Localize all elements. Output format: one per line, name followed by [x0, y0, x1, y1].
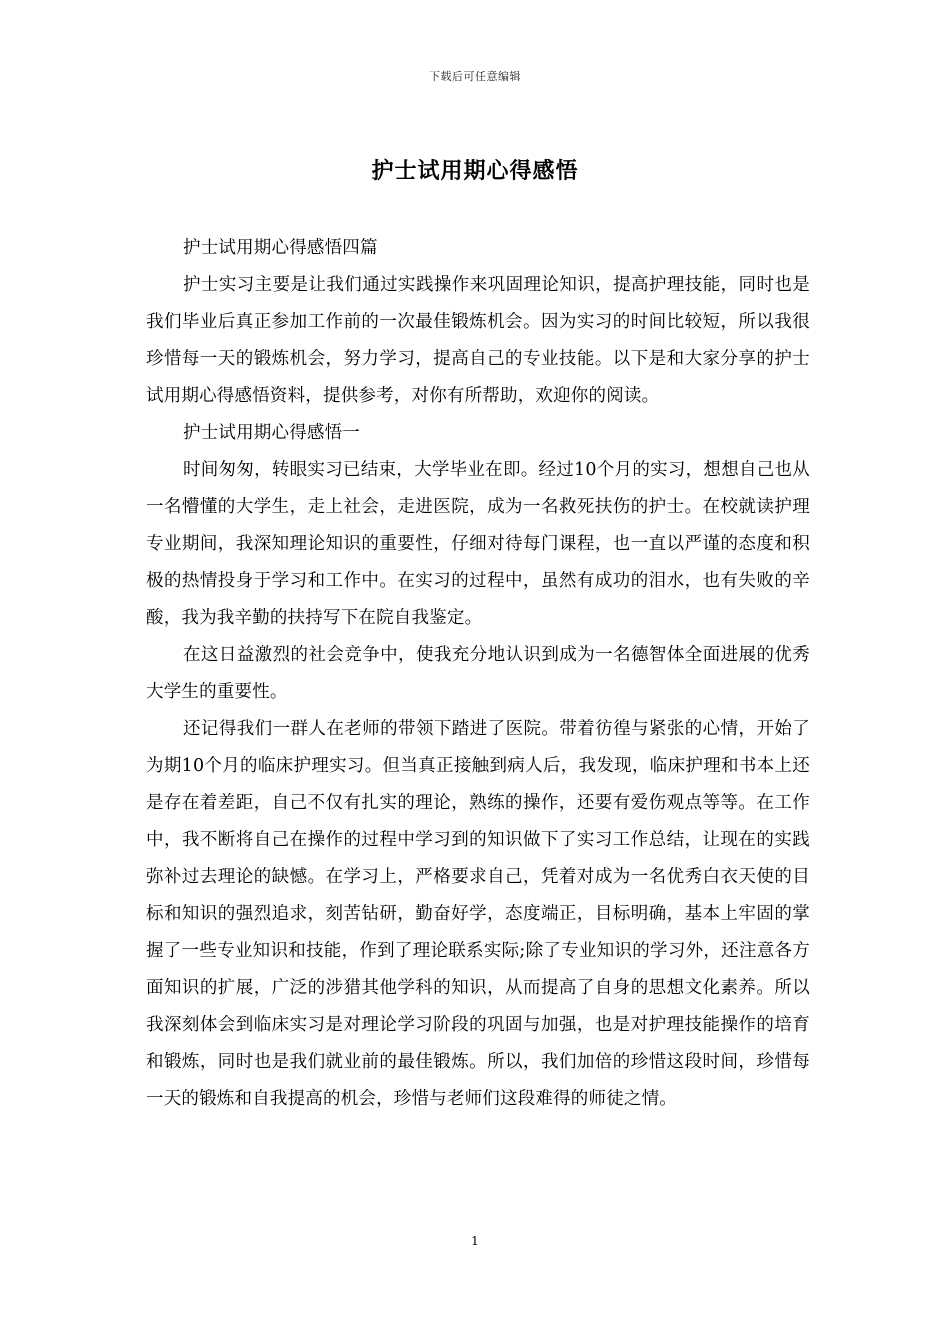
header-note: 下载后可任意编辑: [429, 70, 521, 83]
document-body: [146, 230, 810, 1118]
body-paragraph: 还记得我们一群人在老师的带领下踏进了医院。带着彷徨与紧张的心情，开始了为期10个月的临床护理实习。但当真正接触到病人后，我发现，临床护理和书本上还是存在着差距，自己不仅有扎实的理论，熟练的操作，还要有爱伤观点等等。在工作中，我不断将自己在操作的过程中学习到的知识做下了实习工作总结，让现在的实践弥补过去理论的缺憾。在学习上，严格要求自己，凭着对成为一名优秀白衣天使的目标和知识的强烈追求，刻苦钻研，勤奋好学，态度端正，目标明确，基本上牢固的掌握了一些专业知识和技能，作到了理论联系实际;除了专业知识的学习外，还注意各方面知识的扩展，广泛的涉猎其他学科的知识，从而提高了自身的思想文化素养。所以我深刻体会到临床实习是对理论学习阶段的巩固与加强，也是对护理技能操作的培育和锻炼，同时也是我们就业前的最佳锻炼。所以，我们加倍的珍惜这段时间，珍惜每一天的锻炼和自我提高的机会，珍惜与老师们这段难得的师徒之情。: [146, 719, 810, 1109]
body-paragraph: 时间匆匆，转眼实习已结束，大学毕业在即。经过10个月的实习，想想自己也从一名懵懂的大学生，走上社会，走进医院，成为一名救死扶伤的护士。在校就读护理专业期间，我深知理论知识的重要性，仔细对待每门课程，也一直以严谨的态度和积极的热情投身于学习和工作中。在实习的过程中，虽然有成功的泪水，也有失败的辛酸，我为我辛勤的扶持写下在院自我鉴定。: [146, 460, 810, 628]
subtitle-paragraph: 护士试用期心得感悟四篇: [183, 238, 378, 258]
intro-paragraph: 护士实习主要是让我们通过实践操作来巩固理论知识，提高护理技能，同时也是我们毕业后真正参加工作前的一次最佳锻炼机会。因为实习的时间比较短，所以我很珍惜每一天的锻炼机会，努力学习，提高自己的专业技能。以下是和大家分享的护士试用期心得感悟资料，提供参考，对你有所帮助，欢迎你的阅读。: [146, 275, 810, 406]
body-paragraph: 在这日益激烈的社会竞争中，使我充分地认识到成为一名德智体全面进展的优秀大学生的重要性。: [146, 645, 810, 702]
document-title: 护士试用期心得感悟: [371, 158, 579, 184]
page-number: 1: [471, 1234, 479, 1248]
section-heading: 护士试用期心得感悟一: [183, 423, 360, 443]
